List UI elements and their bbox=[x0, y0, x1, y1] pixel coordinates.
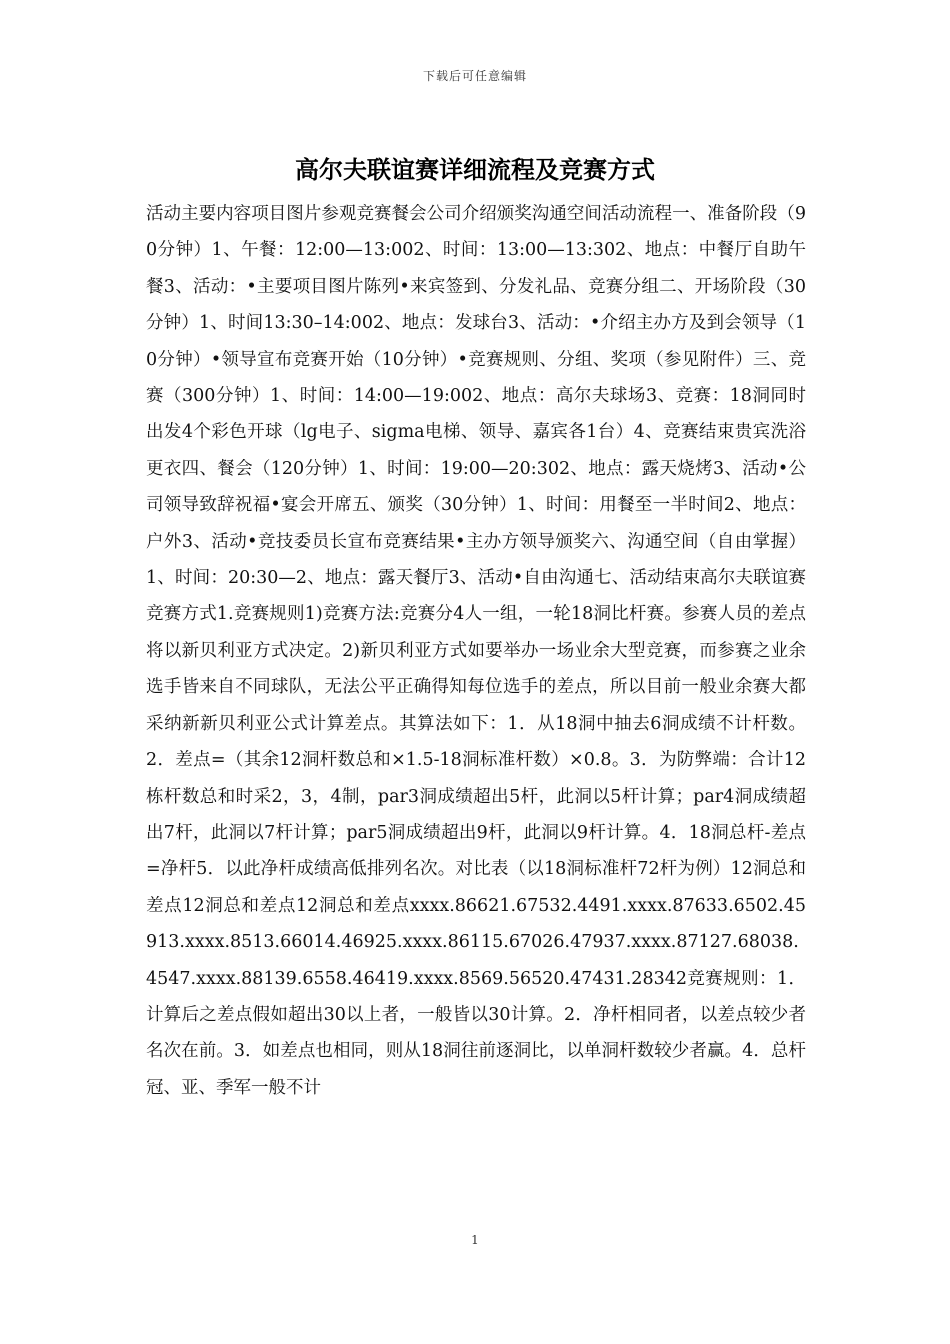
document-title: 高尔夫联谊赛详细流程及竞赛方式 bbox=[295, 155, 655, 184]
header-note: 下载后可任意编辑 bbox=[422, 69, 527, 83]
page-number: 1 bbox=[471, 1233, 479, 1247]
body-paragraph: 活动主要内容项目图片参观竞赛餐会公司介绍颁奖沟通空间活动流程一、准备阶段（90分钟）1、午餐：12:00—13:002、时间：13:00—13:302、地点：中餐厅自助午餐3、活动：•主要项目图片陈列•来宾签到、分发礼品、竞赛分组二、开场阶段（30分钟）1、时间13:30–14:002、地点：发球台3、活动：•介绍主办方及到会领导（10分钟）•领导宣布竞赛开始（10分钟）•竞赛规则、分组、奖项（参见附件）三、竞赛（300分钟）1、时间：14:00—19:002、地点：高尔夫球场3、竞赛：18洞同时出发4个彩色开球（lg电子、sigma电梯、领导、嘉宾各1台）4、竞赛结束贵宾洗浴更衣四、餐会（120分钟）1、时间：19:00—20:302、地点：露天烧烤3、活动•公司领导致辞祝福•宴会开席五、颁奖（30分钟）1、时间：用餐至一半时间2、地点：户外3、活动•竞技委员长宣布竞赛结果•主办方领导颁奖六、沟通空间（自由掌握）1、时间：20:30—2、地点：露天餐厅3、活动•自由沟通七、活动结束高尔夫联谊赛竞赛方式1.竞赛规则1)竞赛方法:竞赛分4人一组，一轮18洞比杆赛。参赛人员的差点将以新贝利亚方式决定。2)新贝利亚方式如要举办一场业余大型竞赛，而参赛之业余选手皆来自不同球队，无法公平正确得知每位选手的差点，所以目前一般业余赛大都采纳新新贝利亚公式计算差点。其算法如下：1．从18洞中抽去6洞成绩不计杆数。2．差点=（其余12洞杆数总和×1.5-18洞标准杆数）×0.8。3．为防弊端：合计12栋杆数总和时采2，3，4制，par3洞成绩超出5杆，此洞以5杆计算；par4洞成绩超出7杆，此洞以7杆计算；par5洞成绩超出9杆，此洞以9杆计算。4．18洞总杆-差点=净杆5．以此净杆成绩高低排列名次。对比表（以18洞标准杆72杆为例）12洞总和差点12洞总和差点12洞总和差点xxxx.86621.67532.4491.xxxx.87633.6502.45913.xxxx.8513.66014.46925.xxxx.86115.67026.47937.xxxx.87127.68038.4547.xxxx.88139.6558.46419.xxxx.8569.56520.47431.28342竞赛规则：1．计算后之差点假如超出30以上者，一般皆以30计算。2．净杆相同者，以差点较少者名次在前。3．如差点也相同，则从18洞往前逐洞比，以单洞杆数较少者赢。4．总杆冠、亚、季军一般不计 bbox=[146, 204, 806, 1098]
